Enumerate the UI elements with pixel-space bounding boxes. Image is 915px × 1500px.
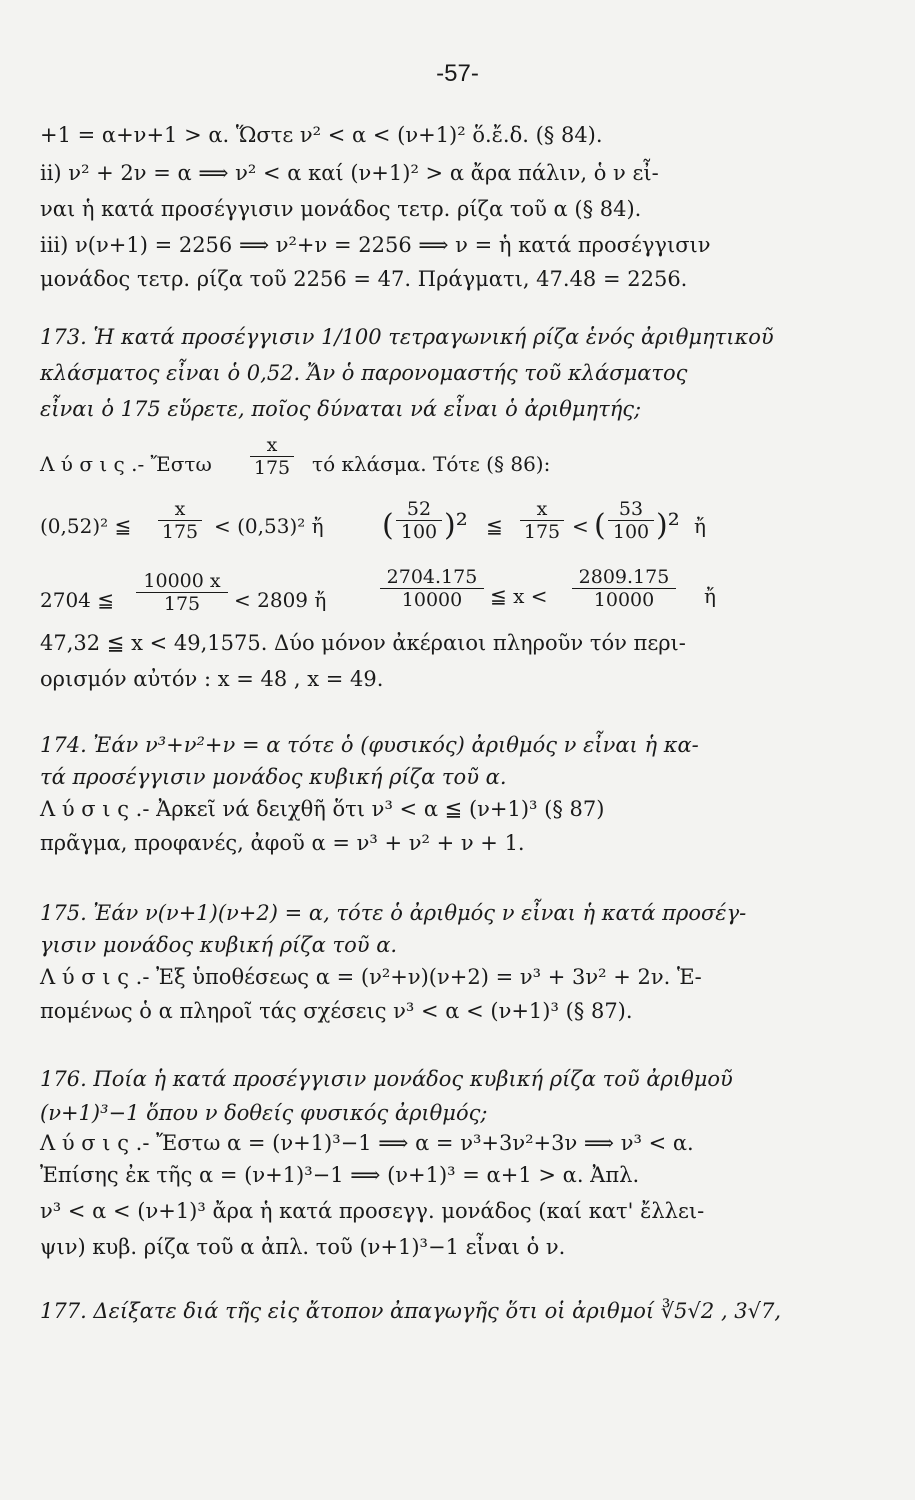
problem-176-line-2: (ν+1)³−1 ὅπου ν δοθείς φυσικός ἀριθμός; — [40, 1101, 488, 1125]
ineq1-or: ἤ — [694, 514, 706, 538]
ineq2-denominator: 175 — [163, 593, 201, 615]
problem-175-line-4: πομένως ὁ α πληροῖ τάς σχέσεις ν³ < α < (ν+1)³ (§ 87). — [40, 999, 633, 1023]
problem-173-after-1: 47,32 ≦ x < 49,1575. Δύο μόνον ἀκέραιοι πληροῦν τόν περι- — [40, 631, 686, 655]
ineq1-middle: < (0,53)² ἤ — [214, 514, 324, 538]
intro-line-2: ii) ν² + 2ν = α ⟹ ν² < α καί (ν+1)² > α ἄρα πάλιν, ὁ ν εἶ- — [40, 161, 659, 185]
ineq2-fraction-2809 — [572, 566, 676, 611]
ineq1-left: (0,52)² ≦ — [40, 514, 132, 538]
fraction-x-over-175 — [250, 434, 294, 479]
ineq1-lt: < — [572, 514, 589, 538]
ineq2-numerator: 10000 x — [136, 570, 228, 593]
problem-175-line-2: γισιν μονάδος κυβική ρίζα τοῦ α. — [40, 933, 398, 957]
ineq1-fraction-2 — [520, 498, 564, 543]
intro-line-4: iii) ν(ν+1) = 2256 ⟹ ν²+ν = 2256 ⟹ ν = ἡ κατά προσέγγισιν — [40, 233, 711, 257]
problem-173-line-2: κλάσματος εἶναι ὁ 0,52. Ἄν ὁ παρονομαστής τοῦ κλάσματος — [40, 361, 688, 385]
problem-174-line-3: Λ ύ σ ι ς .- Ἀρκεῖ νά δειχθῆ ὅτι ν³ < α ≦ (ν+1)³ (§ 87) — [40, 797, 605, 821]
denominator-100: 100 — [400, 521, 438, 543]
ineq1-fraction — [158, 498, 202, 543]
ineq2-fraction-2704 — [380, 566, 484, 611]
problem-174-line-1: 174. Ἐάν ν³+ν²+ν = α τότε ὁ (φυσικός) ἀριθμός ν εἶναι ἡ κα- — [40, 733, 699, 757]
ineq1-fraction-52-100 — [396, 498, 442, 543]
problem-173-line-3: εἶναι ὁ 175 εὕρετε, ποῖος δύναται νά εἶναι ὁ ἀριθμητής; — [40, 397, 642, 421]
numerator-2809-175: 2809.175 — [572, 566, 676, 589]
fraction-denominator: 175 — [253, 457, 291, 479]
problem-176-line-4: Ἐπίσης ἐκ τῆς α = (ν+1)³−1 ⟹ (ν+1)³ = α+1 > α. Ἀπλ. — [40, 1163, 640, 1187]
paren-open-2: ( — [594, 508, 606, 543]
problem-176-line-1: 176. Ποία ἡ κατά προσέγγισιν μονάδος κυβική ρίζα τοῦ ἀριθμοῦ — [40, 1067, 733, 1091]
ineq1-denominator: 175 — [161, 521, 199, 543]
paren-open-1: ( — [382, 508, 394, 543]
problem-176-line-5: ν³ < α < (ν+1)³ ἄρα ἡ κατά προσεγγ. μονάδος (καί κατ' ἔλλει- — [40, 1199, 705, 1223]
numerator-52: 52 — [396, 498, 442, 521]
problem-177-line-1: 177. Δείξατε διά τῆς εἰς ἄτοπον ἀπαγωγῆς ὅτι οἱ ἀριθμοί ∛5√2 , 3√7, — [40, 1299, 782, 1323]
problem-175-line-1: 175. Ἐάν ν(ν+1)(ν+2) = α, τότε ὁ ἀριθμός ν εἶναι ἡ κατά προσέγ- — [40, 901, 747, 925]
problem-174-line-2: τά προσέγγισιν μονάδος κυβική ρίζα τοῦ α. — [40, 765, 507, 789]
ineq1-leq: ≦ — [486, 514, 503, 538]
ineq1-denominator-2: 175 — [523, 521, 561, 543]
intro-line-3: ναι ἡ κατά προσέγγισιν μονάδος τετρ. ρίζα τοῦ α (§ 84). — [40, 197, 642, 221]
ineq2-left: 2704 ≦ — [40, 588, 115, 612]
solution-173-text: τό κλάσμα. Τότε (§ 86): — [312, 452, 551, 476]
problem-176-line-3: Λ ύ σ ι ς .- Ἔστω α = (ν+1)³−1 ⟹ α = ν³+3ν²+3ν ⟹ ν³ < α. — [40, 1131, 694, 1155]
denominator-10000: 10000 — [401, 589, 463, 611]
paren-close-2: )² — [656, 508, 680, 543]
ineq2-fraction — [136, 570, 228, 615]
problem-176-line-6: ψιν) κυβ. ρίζα τοῦ α ἀπλ. τοῦ (ν+1)³−1 εἶναι ὁ ν. — [40, 1235, 566, 1259]
ineq2-or: ἤ — [704, 584, 716, 608]
page-number: -57- — [436, 60, 479, 87]
fraction-numerator: x — [250, 434, 294, 457]
problem-173-line-1: 173. Ἡ κατά προσέγγισιν 1/100 τετραγωνική ρίζα ἑνός ἀριθμητικοῦ — [40, 325, 774, 349]
ineq1-numerator: x — [158, 498, 202, 521]
problem-173-after-2: ορισμόν αὐτόν : x = 48 , x = 49. — [40, 667, 384, 691]
intro-line-1: +1 = α+ν+1 > α. Ὥστε ν² < α < (ν+1)² ὅ.ἔ.δ. (§ 84). — [40, 123, 603, 147]
numerator-2704-175: 2704.175 — [380, 566, 484, 589]
paren-close-1: )² — [444, 508, 468, 543]
denominator-10000-b: 10000 — [593, 589, 655, 611]
solution-173-label: Λ ύ σ ι ς .- Ἔστω — [40, 452, 212, 476]
problem-174-line-4: πρᾶγμα, προφανές, ἀφοῦ α = ν³ + ν² + ν + 1. — [40, 831, 525, 855]
numerator-53: 53 — [608, 498, 654, 521]
denominator-100-b: 100 — [612, 521, 650, 543]
problem-175-line-3: Λ ύ σ ι ς .- Ἐξ ὑποθέσεως α = (ν²+ν)(ν+2) = ν³ + 3ν² + 2ν. Ἑ- — [40, 965, 702, 989]
ineq2-middle: < 2809 ἤ — [234, 588, 327, 612]
ineq1-numerator-2: x — [520, 498, 564, 521]
ineq2-x: ≦ x < — [490, 584, 548, 608]
ineq1-fraction-53-100 — [608, 498, 654, 543]
intro-line-5: μονάδος τετρ. ρίζα τοῦ 2256 = 47. Πράγματι, 47.48 = 2256. — [40, 267, 688, 291]
